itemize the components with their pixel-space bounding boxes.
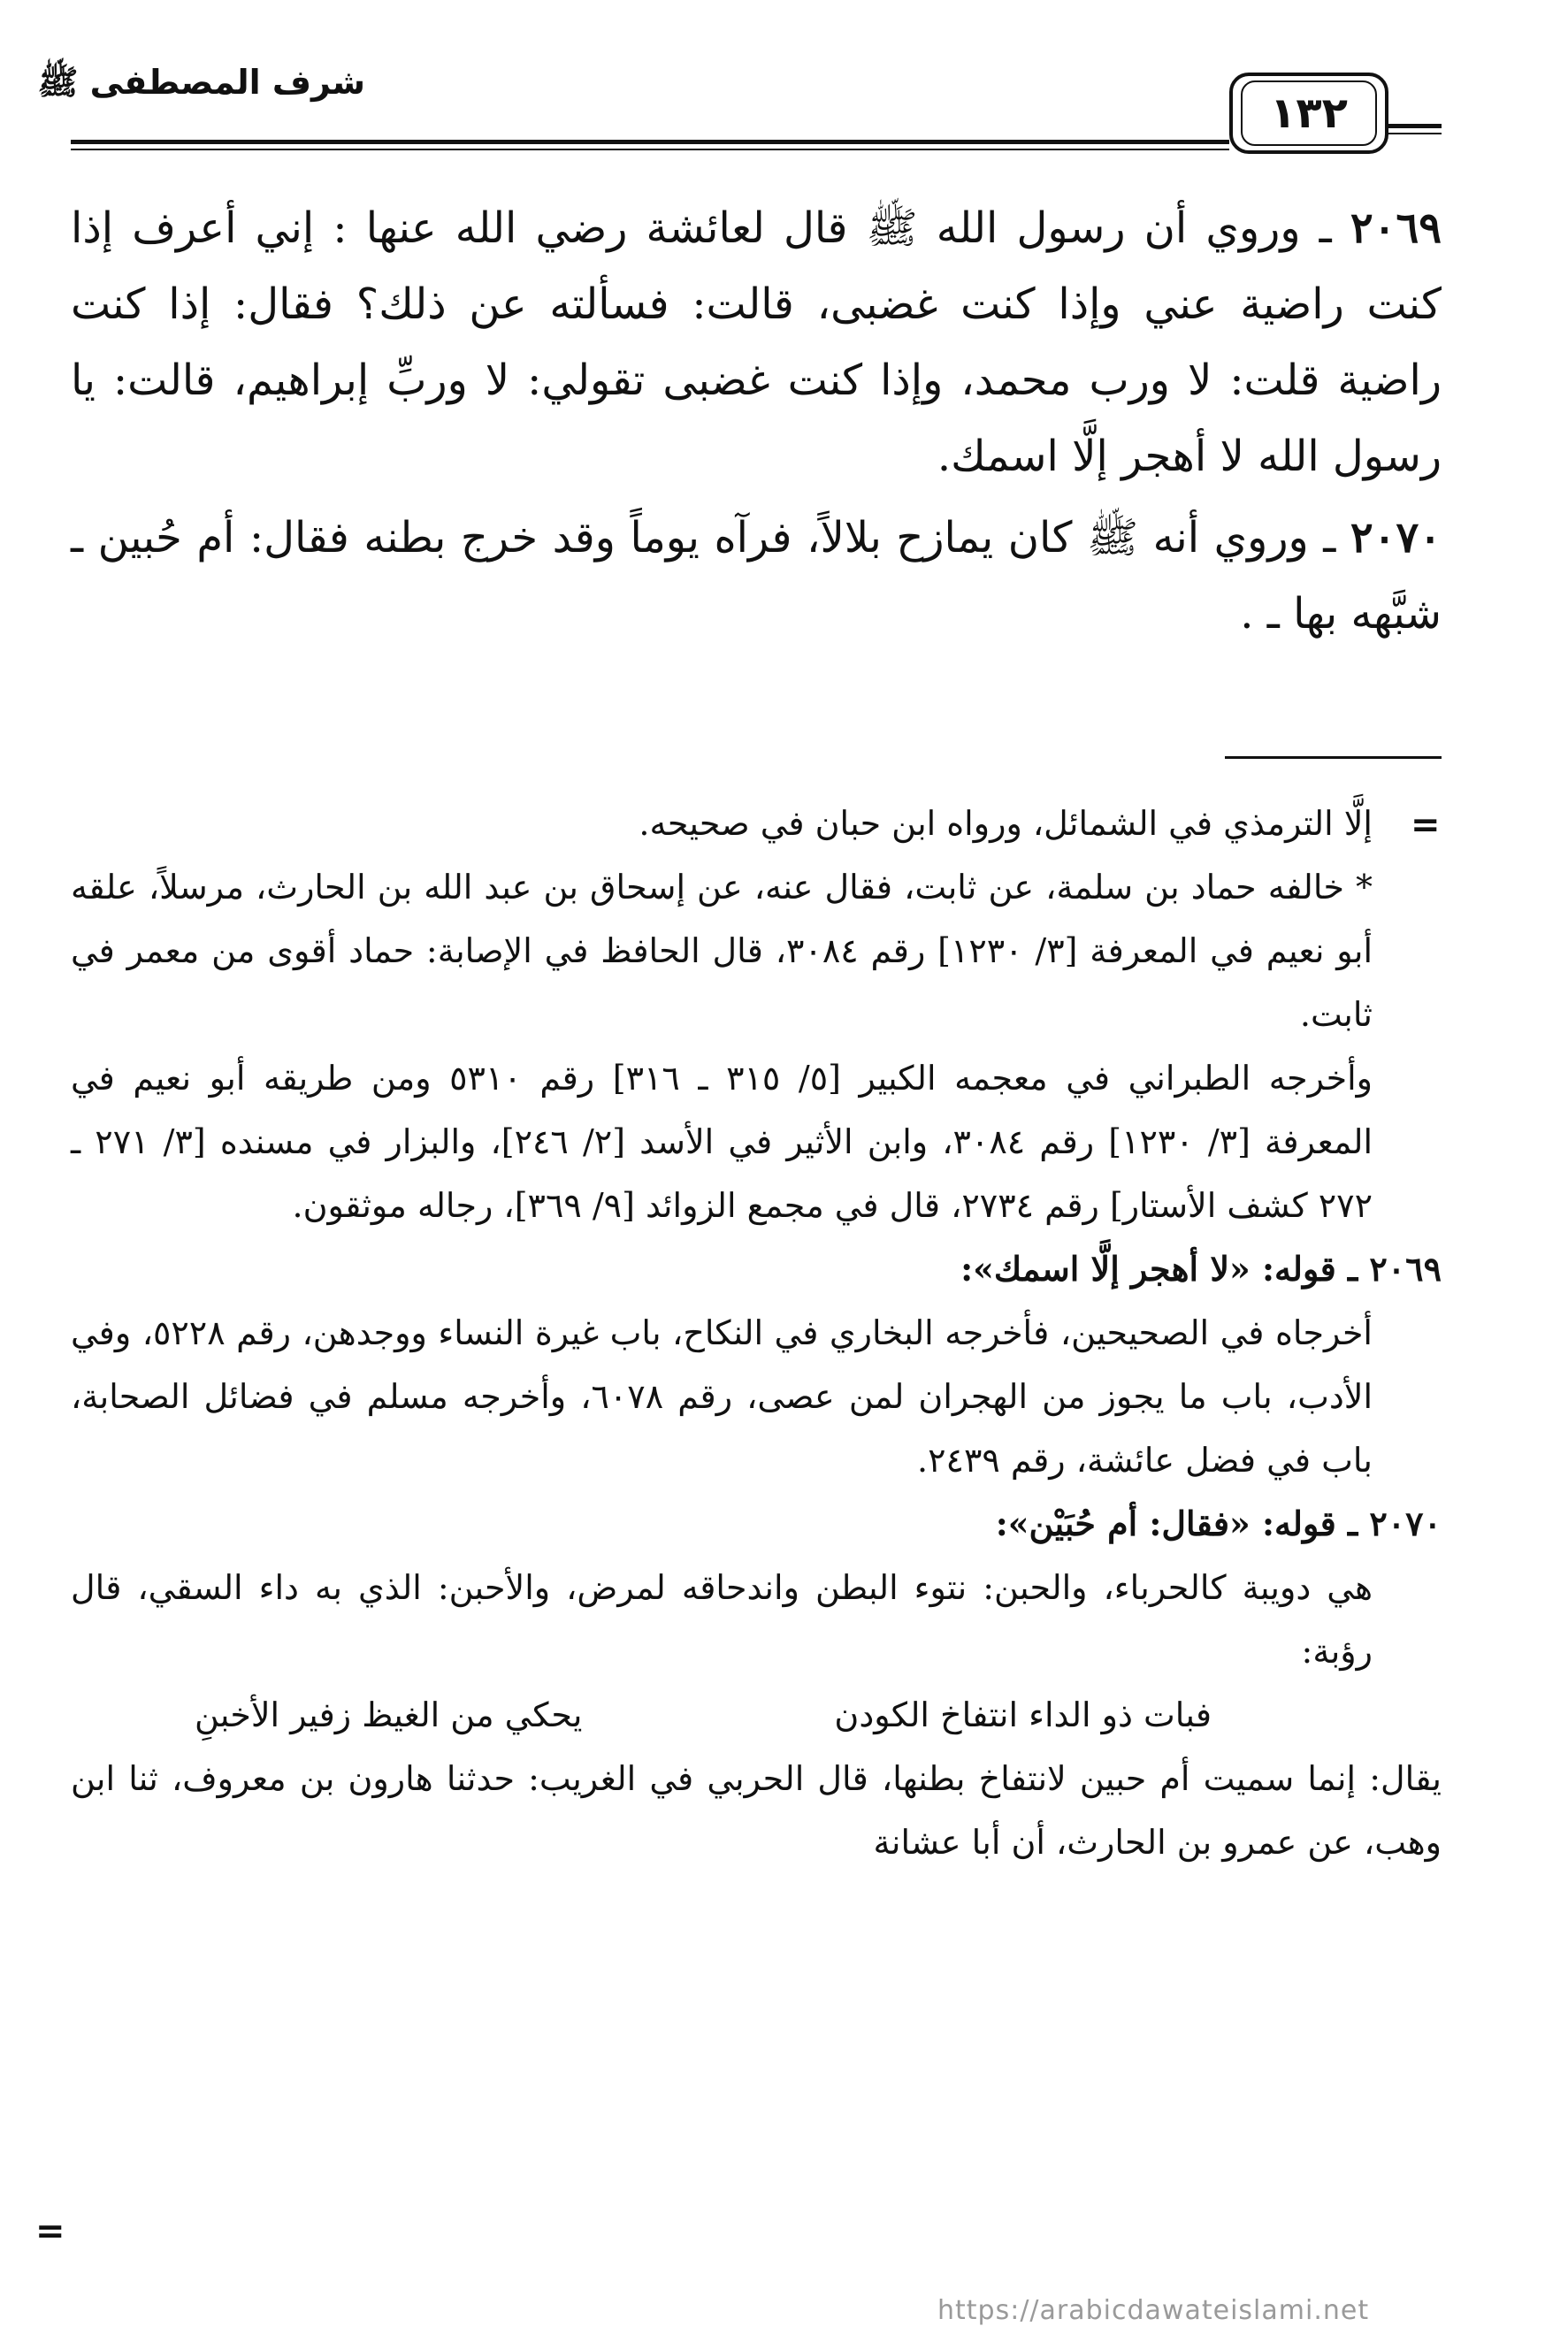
hadith-text: ـ وروي أن رسول الله ﷺ قال لعائشة رضي الله عنها : إني أعرف إذا كنت راضية عني وإذا كنت غضبى، قالت: فسألته عن ذلك؟ فقال: إذا كنت راضية قلت: لا ورب محمد، وإذا كنت غضبى تقولي: لا وربِّ إبراهيم، قالت: يا رسول الله لا أهجر إلَّا اسمك. bbox=[71, 203, 1442, 481]
page-header bbox=[0, 0, 1568, 159]
header-rule-right-thin bbox=[1388, 133, 1442, 134]
footnote-separator bbox=[1225, 756, 1442, 759]
note-line-2: * خالفه حماد بن سلمة، عن ثابت، فقال عنه، عن إسحاق بن عبد الله بن الحارث، مرسلاً، علقه أبو نعيم في المعرفة [٣/ ١٢٣٠] رقم ٣٠٨٤، قال الحافظ في الإصابة: حماد أقوى من معمر في ثابت. bbox=[71, 868, 1373, 1034]
footnotes bbox=[71, 792, 1442, 1874]
note-line-1: إلَّا الترمذي في الشمائل، ورواه ابن حبان في صحيحه. bbox=[639, 804, 1373, 843]
page-number-frame bbox=[1229, 73, 1388, 154]
hadith-2069 bbox=[71, 190, 1442, 494]
note-heading-2069: ٢٠٦٩ ـ قوله: «لا أهجر إلَّا اسمك»: bbox=[960, 1249, 1442, 1289]
running-title: شرف المصطفى ﷺ bbox=[37, 63, 365, 102]
note-paragraph-hubayn: يقال: إنما سميت أم حبين لانتفاخ بطنها، قال الحربي في الغريب: حدثنا هارون بن معروف، ثنا ابن وهب، عن عمرو بن الحارث، أن أبا عشانة bbox=[71, 1759, 1442, 1862]
verse-hemistich-left: يحكي من الغيظ زفير الأخبنِ bbox=[195, 1695, 583, 1734]
note-paragraph-2069: أخرجاه في الصحيحين، فأخرجه البخاري في النكاح، باب غيرة النساء ووجدهن، رقم ٥٢٢٨، وفي الأدب، باب ما يجوز من الهجران لمن عصى، رقم ٦٠٧٨، وأخرجه مسلم في فضائل الصحابة، باب في فضل عائشة، رقم ٢٤٣٩. bbox=[71, 1313, 1373, 1480]
header-rule-right bbox=[1388, 124, 1442, 128]
hadith-text: ـ وروي أنه ﷺ كان يمازح بلالاً، فرآه يوماً وقد خرج بطنه فقال: أم حُبين ـ شبَّهه بها ـ . bbox=[71, 513, 1442, 639]
page-number: ١٣٢ bbox=[1241, 80, 1377, 146]
hadith-number: ٢٠٦٩ bbox=[1350, 203, 1442, 253]
main-text bbox=[71, 190, 1442, 652]
watermark-url: https://arabicdawateislami.net bbox=[937, 2295, 1370, 2326]
verse-hemistich-right: فبات ذو الداء انتفاخ الكودن bbox=[834, 1695, 1212, 1734]
note-paragraph-2070: هي دويبة كالحرباء، والحبن: نتوء البطن واندحاقه لمرض، والأحبن: الذي به داء السقي، قال رؤبة: bbox=[71, 1568, 1373, 1671]
note-line-3: وأخرجه الطبراني في معجمه الكبير [٥/ ٣١٥ ـ ٣١٦] رقم ٥٣١٠ ومن طريقه أبو نعيم في المعرفة [٣/ ١٢٣٠] رقم ٣٠٨٤، وابن الأثير في الأسد [٢/ ٢٤٦]، والبزار في مسنده [٣/ ٢٧١ ـ ٢٧٢ كشف الأستار] رقم ٢٧٣٤، قال في مجمع الزوائد [٩/ ٣٦٩]، رجاله موثقون. bbox=[71, 1059, 1373, 1225]
header-rule-thin bbox=[71, 149, 1229, 150]
poetry-verse bbox=[71, 1683, 1442, 1747]
hadith-number: ٢٠٧٠ bbox=[1350, 513, 1442, 562]
continuation-marker-top: = bbox=[1411, 805, 1441, 846]
hadith-2070 bbox=[71, 500, 1442, 652]
note-heading-2070: ٢٠٧٠ ـ قوله: «فقال: أم حُبَيْن»: bbox=[995, 1504, 1442, 1543]
continuation-marker-bottom: = bbox=[35, 2211, 65, 2252]
header-rule bbox=[71, 140, 1229, 144]
